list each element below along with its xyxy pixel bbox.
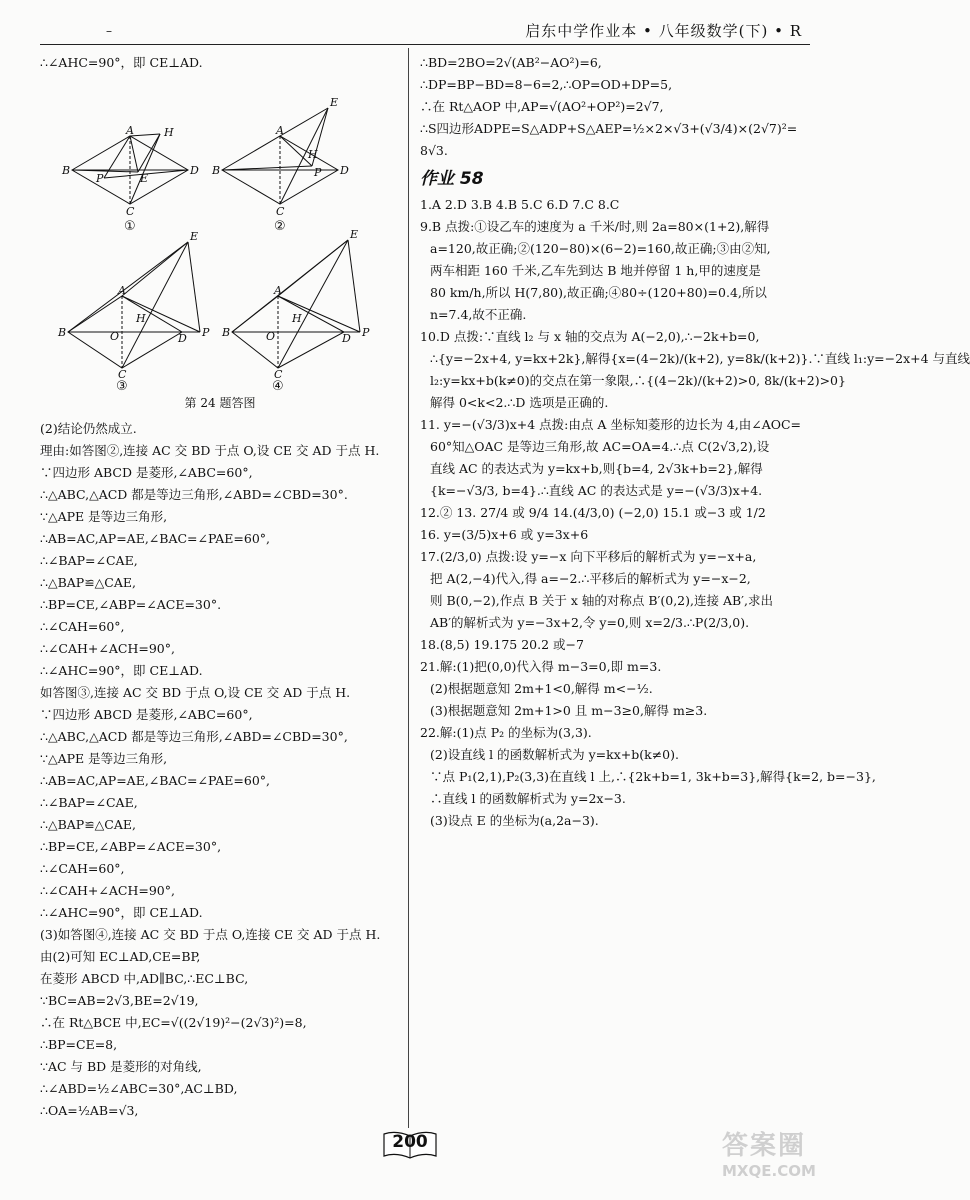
text-line: ∴△BAP≌△CAE,: [40, 575, 136, 590]
text-line: ∴AB=AC,AP=AE,∠BAC=∠PAE=60°,: [40, 773, 271, 788]
answer-line: (2)根据题意知 2m+1<0,解得 m<−½.: [430, 681, 653, 696]
text-line: ∴BP=CE,∠ABP=∠ACE=30°,: [40, 839, 222, 854]
text-line: ∴∠CAH+∠ACH=90°,: [40, 641, 175, 656]
svg-text:P: P: [362, 326, 370, 339]
answer-line: 17.(2/3,0) 点拨:设 y=−x 向下平移后的解析式为 y=−x+a,: [420, 549, 757, 564]
section-heading: 作业 58: [420, 169, 484, 189]
text-line: ∵AC 与 BD 是菱形的对角线,: [40, 1059, 202, 1074]
answer-line: 直线 AC 的表达式为 y=kx+b,则{b=4, 2√3k+b=2},解得: [430, 461, 763, 476]
answer-line: (2)设直线 l 的函数解析式为 y=kx+b(k≠0).: [430, 747, 679, 762]
svg-text:E: E: [350, 228, 359, 241]
text-line: (3)如答图④,连接 AC 交 BD 于点 O,连接 CE 交 AD 于点 H.: [40, 927, 381, 942]
svg-text:B: B: [222, 326, 231, 339]
text-line: (2)结论仍然成立.: [40, 421, 137, 436]
right-column: [420, 52, 970, 832]
svg-text:C: C: [126, 205, 135, 218]
text-line: ∴在 Rt△AOP 中,AP=√(AO²+OP²)=2√7,: [420, 99, 664, 114]
text-line: ∴S四边形ADPE=S△ADP+S△AEP=½×2×√3+(√3/4)×(2√7)²=: [420, 121, 798, 136]
answer-line: ∴直线 l 的函数解析式为 y=2x−3.: [430, 791, 626, 806]
text-line: 理由:如答图②,连接 AC 交 BD 于点 O,设 CE 交 AD 于点 H.: [40, 443, 380, 458]
text-line: ∴∠AHC=90°，即 CE⊥AD.: [40, 663, 203, 678]
answer-line: l₂:y=kx+b(k≠0)的交点在第一象限,∴{(4−2k)/(k+2)>0, 8k/(k+2)>0}: [430, 373, 846, 388]
answer-line: 1.A 2.D 3.B 4.B 5.C 6.D 7.C 8.C: [420, 197, 620, 212]
fig-label-1: ①: [124, 219, 136, 234]
figure-24-answer: [40, 74, 400, 394]
svg-text:B: B: [58, 326, 67, 339]
header-title: 启东中学作业本 • 八年级数学(下) • R: [525, 22, 802, 40]
answer-line: ∴{y=−2x+4, y=kx+2k},解得{x=(4−2k)/(k+2), y=8k/(k+2)}.∵直线 l₁:y=−2x+4 与直线: [430, 351, 970, 366]
text-line: ∴△BAP≌△CAE,: [40, 817, 136, 832]
svg-text:D: D: [178, 332, 187, 345]
svg-text:D: D: [340, 164, 349, 177]
answer-line: 9.B 点拨:①设乙车的速度为 a 千米/时,则 2a=80×(1+2),解得: [420, 219, 770, 234]
fig-label-2: ②: [274, 219, 286, 234]
text-line: ∴在 Rt△BCE 中,EC=√((2√19)²−(2√3)²)=8,: [40, 1015, 307, 1030]
svg-text:A: A: [274, 284, 282, 297]
text-line: ∴AB=AC,AP=AE,∠BAC=∠PAE=60°,: [40, 531, 271, 546]
svg-text:H: H: [292, 312, 302, 325]
svg-text:H: H: [136, 312, 146, 325]
text-line: ∴BP=CE,∠ABP=∠ACE=30°.: [40, 597, 222, 612]
text-line: ∴OA=½AB=√3,: [40, 1103, 139, 1118]
fig-label-4: ④: [272, 379, 284, 394]
page-number-badge: [382, 1128, 438, 1160]
svg-text:P: P: [96, 172, 104, 185]
text-line: ∵BC=AB=2√3,BE=2√19,: [40, 993, 199, 1008]
svg-text:C: C: [118, 368, 127, 381]
text-line: ∴∠CAH+∠ACH=90°,: [40, 883, 175, 898]
svg-text:B: B: [62, 164, 71, 177]
svg-text:H: H: [164, 126, 174, 139]
text-line: ∴△ABC,△ACD 都是等边三角形,∠ABD=∠CBD=30°.: [40, 487, 348, 502]
text-line: ∴∠CAH=60°,: [40, 619, 125, 634]
answer-line: 11. y=−(√3/3)x+4 点拨:由点 A 坐标知菱形的边长为 4,由∠AOC=: [420, 417, 802, 432]
watermark-logo: 答案圈 MXQE.COM: [722, 1131, 816, 1180]
text-line: ∴∠ABD=½∠ABC=30°,AC⊥BD,: [40, 1081, 238, 1096]
text-line: 在菱形 ABCD 中,AD∥BC,∴EC⊥BC,: [40, 971, 249, 986]
answer-line: ∵点 P₁(2,1),P₂(3,3)在直线 l 上,∴{2k+b=1, 3k+b=3},解得{k=2, b=−3},: [430, 769, 876, 784]
text-line: ∴DP=BP−BD=8−6=2,∴OP=OD+DP=5,: [420, 77, 673, 92]
answer-line: 18.(8,5) 19.175 20.2 或−7: [420, 637, 584, 652]
answer-line: 解得 0<k<2.∴D 选项是正确的.: [430, 395, 609, 410]
fig-label-3: ③: [116, 379, 128, 394]
answer-line: 80 km/h,所以 H(7,80),故正确;④80÷(120+80)=0.4,所以: [430, 285, 767, 300]
text-line: ∵△APE 是等边三角形,: [40, 509, 168, 524]
answer-line: 10.D 点拨:∵直线 l₂ 与 x 轴的交点为 A(−2,0),∴−2k+b=0,: [420, 329, 760, 344]
answer-line: 22.解:(1)点 P₂ 的坐标为(3,3).: [420, 725, 592, 740]
svg-text:H: H: [308, 148, 318, 161]
answer-line: 两车相距 160 千米,乙车先到达 B 地并停留 1 h,甲的速度是: [430, 263, 761, 278]
left-column: [40, 52, 400, 1122]
header-dash: –: [106, 24, 112, 38]
svg-text:E: E: [330, 96, 339, 109]
svg-text:E: E: [190, 230, 199, 243]
answer-line: 则 B(0,−2),作点 B 关于 x 轴的对称点 B′(0,2),连接 AB′,求出: [430, 593, 773, 608]
text-line: ∴∠AHC=90°，即 CE⊥AD.: [40, 905, 203, 920]
svg-text:A: A: [118, 284, 126, 297]
answer-line: a=120,故正确;②(120−80)×(6−2)=160,故正确;③由②知,: [430, 241, 771, 256]
answer-line: {k=−√3/3, b=4}.∴直线 AC 的表达式是 y=−(√3/3)x+4.: [430, 483, 763, 498]
answer-line: (3)根据题意知 2m+1>0 且 m−3≥0,解得 m≥3.: [430, 703, 708, 718]
text-line: ∵△APE 是等边三角形,: [40, 751, 168, 766]
page-number: 200: [392, 1132, 428, 1152]
svg-text:P: P: [202, 326, 210, 339]
answer-line: 12.② 13. 27/4 或 9/4 14.(4/3,0) (−2,0) 15.1 或−3 或 1/2: [420, 505, 766, 520]
column-divider: [408, 48, 409, 1128]
svg-text:A: A: [126, 124, 134, 137]
svg-text:C: C: [274, 368, 283, 381]
text-line: 如答图③,连接 AC 交 BD 于点 O,设 CE 交 AD 于点 H.: [40, 685, 351, 700]
svg-text:E: E: [140, 172, 149, 185]
answer-line: AB′的解析式为 y=−3x+2,令 y=0,则 x=2/3.∴P(2/3,0).: [430, 615, 750, 630]
text-line: ∴∠AHC=90°，即 CE⊥AD.: [40, 55, 203, 70]
text-line: ∴BP=CE=8,: [40, 1037, 118, 1052]
text-line: 由(2)可知 EC⊥AD,CE=BP,: [40, 949, 201, 964]
svg-text:D: D: [190, 164, 199, 177]
answer-line: 21.解:(1)把(0,0)代入得 m−3=0,即 m=3.: [420, 659, 662, 674]
svg-text:C: C: [276, 205, 285, 218]
svg-text:B: B: [212, 164, 221, 177]
text-line: ∴BD=2BO=2√(AB²−AO²)=6,: [420, 55, 602, 70]
geometry-figures: [40, 74, 400, 394]
answer-line: 16. y=(3/5)x+6 或 y=3x+6: [420, 527, 589, 542]
figure-caption: 第 24 题答图: [184, 396, 256, 410]
text-line: ∴∠BAP=∠CAE,: [40, 795, 138, 810]
svg-text:D: D: [342, 332, 351, 345]
svg-text:A: A: [276, 124, 284, 137]
answer-line: 把 A(2,−4)代入,得 a=−2.∴平移后的解析式为 y=−x−2,: [430, 571, 751, 586]
text-line: ∵四边形 ABCD 是菱形,∠ABC=60°,: [40, 707, 253, 722]
svg-text:O: O: [266, 330, 276, 343]
svg-text:O: O: [110, 330, 120, 343]
answer-line: 60°知△OAC 是等边三角形,故 AC=OA=4.∴点 C(2√3,2),设: [430, 439, 770, 454]
text-line: ∴∠CAH=60°,: [40, 861, 125, 876]
text-line: ∵四边形 ABCD 是菱形,∠ABC=60°,: [40, 465, 253, 480]
text-line: 8√3.: [420, 143, 448, 158]
text-line: ∴∠BAP=∠CAE,: [40, 553, 138, 568]
answer-line: n=7.4,故不正确.: [430, 307, 527, 322]
running-header: [40, 18, 810, 45]
answer-line: (3)设点 E 的坐标为(a,2a−3).: [430, 813, 599, 828]
text-line: ∴△ABC,△ACD 都是等边三角形,∠ABD=∠CBD=30°,: [40, 729, 348, 744]
svg-text:P: P: [314, 166, 322, 179]
